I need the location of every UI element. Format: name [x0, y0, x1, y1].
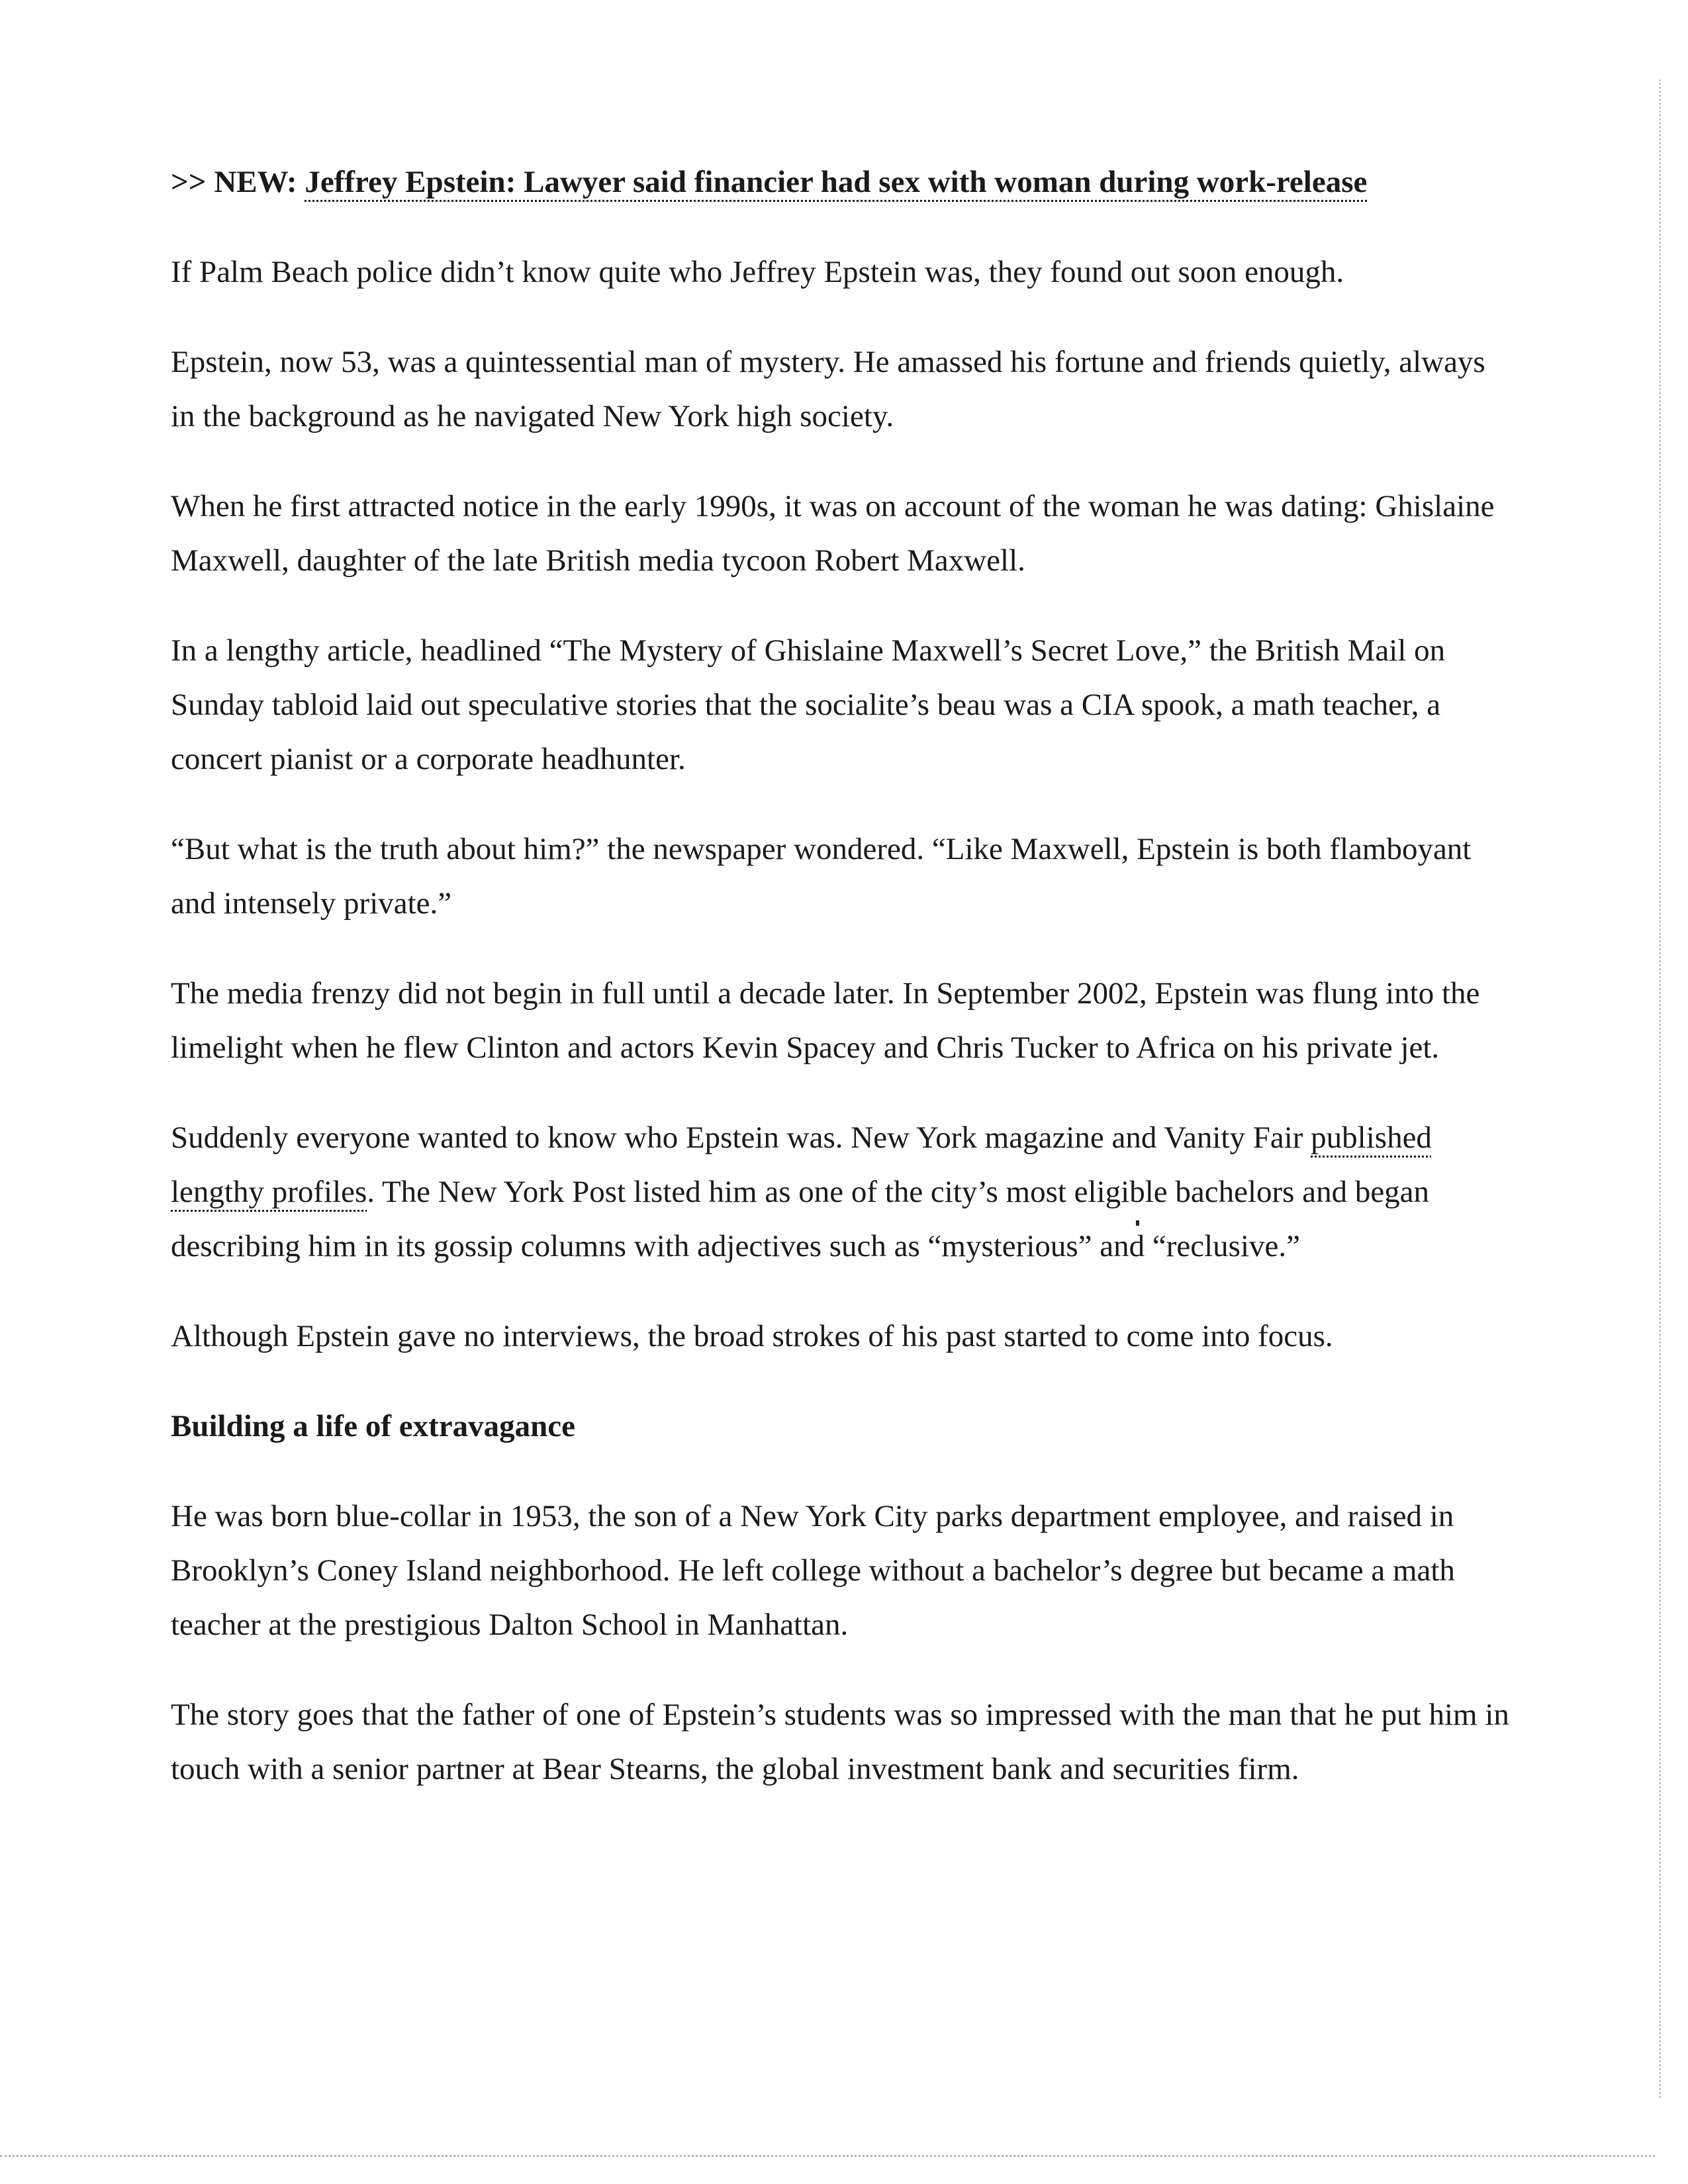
lengthy-profiles-link[interactable]: lengthy profiles — [171, 1175, 367, 1209]
headline-prefix: >> NEW: — [171, 165, 305, 199]
paragraph: Epstein, now 53, was a quintessential man of mystery. He amassed his fortune and friends quietly, always in the background as he navigated New York high society. — [171, 345, 1485, 433]
paragraph: In a lengthy article, headlined “The Mystery of Ghislaine Maxwell’s Secret Love,” the British Mail on Sunday tabloid laid out speculative stories that the socialite’s beau was a CIA spook, a math teacher, a concert pianist or a corporate headhunter. — [171, 633, 1446, 776]
paragraph: “But what is the truth about him?” the newspaper wondered. “Like Maxwell, Epstein is both flamboyant and intensely private.” — [171, 832, 1472, 921]
related-headline — [171, 152, 1515, 212]
paragraph-text: . The New York Post listed him as one of the city’s most eligible bachelors and began describing him in its gossip columns with adjectives such as “mysterious” and “reclusive.” — [171, 1175, 1430, 1263]
scan-edge-bottom — [0, 2155, 1655, 2159]
paragraph: He was born blue-collar in 1953, the son of a New York City parks department employee, and raised in Brooklyn’s Coney Island neighborhood. He left college without a bachelor’s degree but became a math teacher at the prestigious Dalton School in Manhattan. — [171, 1499, 1455, 1642]
paragraph: If Palm Beach police didn’t know quite who Jeffrey Epstein was, they found out soon enough. — [171, 255, 1344, 289]
paragraph: Although Epstein gave no interviews, the broad strokes of his past started to come into focus. — [171, 1319, 1333, 1353]
paragraph-profiles — [171, 1111, 1515, 1273]
section-heading: Building a life of extravagance — [171, 1409, 575, 1443]
scan-edge-right — [1659, 79, 1663, 2098]
headline-link[interactable]: Jeffrey Epstein: Lawyer said financier had sex with woman during work-release — [305, 165, 1368, 199]
article — [171, 152, 1515, 1832]
paragraph-text: Suddenly everyone wanted to know who Epstein was. New York magazine and Vanity Fair — [171, 1120, 1311, 1155]
scan-speck — [1136, 1220, 1139, 1226]
published-link[interactable]: published — [1311, 1120, 1432, 1155]
paragraph: The media frenzy did not begin in full until a decade later. In September 2002, Epstein was flung into the limelight when he flew Clinton and actors Kevin Spacey and Chris Tucker to Africa on his private jet. — [171, 976, 1480, 1065]
paragraph: When he first attracted notice in the early 1990s, it was on account of the woman he was dating: Ghislaine Maxwell, daughter of the late British media tycoon Robert Maxwell. — [171, 489, 1495, 578]
paragraph: The story goes that the father of one of Epstein’s students was so impressed with the man that he put him in touch with a senior partner at Bear Stearns, the global investment bank and securities firm. — [171, 1698, 1509, 1786]
